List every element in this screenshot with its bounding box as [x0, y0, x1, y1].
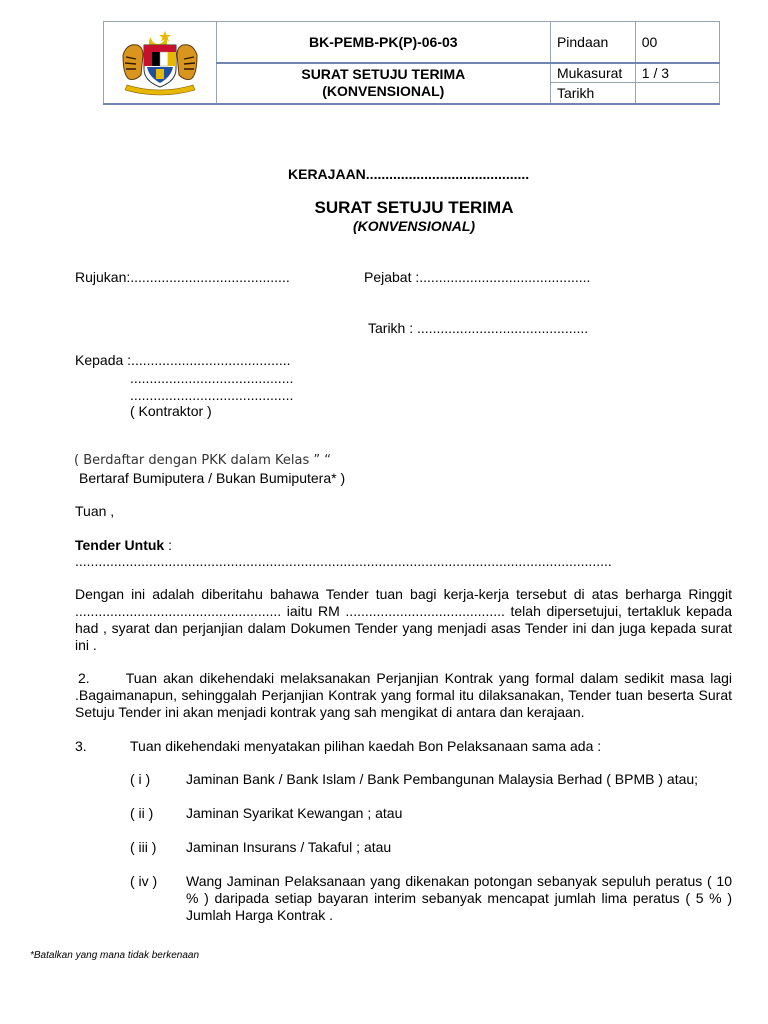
tender-dots: .......................................................................................................................................... — [75, 553, 612, 569]
malaysia-coat-of-arms-icon — [117, 27, 203, 97]
kontraktor-label: ( Kontraktor ) — [130, 403, 212, 419]
doc-title — [216, 63, 550, 104]
item-text: Jaminan Insurans / Takaful ; atau — [186, 839, 392, 855]
item-number: ( i ) — [130, 771, 151, 787]
tarikh-value — [635, 83, 719, 104]
paragraph-3-number: 3. — [75, 738, 87, 754]
pindaan-value: 00 — [635, 22, 719, 63]
document-header-table — [103, 21, 720, 105]
kepada-field: Kepada :......................................... — [75, 352, 291, 368]
kepada-line-2: .......................................... — [130, 370, 294, 386]
item-number: ( iii ) — [130, 839, 157, 855]
letter-title: SURAT SETUJU TERIMA — [314, 198, 514, 217]
tender-heading — [75, 537, 172, 553]
doc-title-line1: SURAT SETUJU TERIMA — [301, 66, 466, 82]
item-number: ( ii ) — [130, 805, 154, 821]
berdaftar-line: ( Berdaftar dengan PKK dalam Kelas ” “ — [74, 453, 331, 468]
paragraph-2-rest: lagi .Bagaimanapun, sehinggalah Perjanjian Kontrak yang formal itu dilaksanakan, Tender tuan beserta Surat Setuju Tender ini akan menjadi kontrak yang sah mengikat di antara dan kerajaan. — [75, 670, 732, 720]
mukasurat-value: 1 / 3 — [635, 63, 719, 83]
paragraph-3-text: Tuan dikehendaki menyatakan pilihan kaedah Bon Pelaksanaan sama ada : — [130, 738, 602, 754]
paragraph-2-number: 2. — [78, 670, 90, 686]
paragraph-1: Dengan ini adalah diberitahu bahawa Tender tuan bagi kerja-kerja tersebut di atas berharga Ringgit ..................................................... iaitu RM ......................................... telah dipersetujui, tertakluk kepada had , syarat dan perjanjian dalam Dokumen Tender yang menjadi asas Tender ini dan juga kepada surat ini . — [75, 586, 732, 653]
footnote: *Batalkan yang mana tidak berkenaan — [30, 950, 200, 961]
tarikh-label: Tarikh — [550, 83, 635, 104]
mukasurat-label: Mukasurat — [550, 63, 635, 83]
bertaraf-line: Bertaraf Bumiputera / Bukan Bumiputera* ) — [79, 470, 346, 486]
logo-cell — [104, 22, 217, 104]
kerajaan-line: KERAJAAN.......................................... — [288, 166, 530, 182]
doc-title-line2: (KONVENSIONAL) — [322, 83, 445, 99]
tender-label: Tender Untuk — [75, 537, 165, 553]
rujukan-field: Rujukan:......................................... — [75, 269, 290, 285]
paragraph-2-first: Tuan akan dikehendaki melaksanakan Perjanjian Kontrak yang formal dalam sedikit masa — [125, 670, 705, 686]
kepada-line-3: .......................................... — [130, 387, 294, 403]
paragraph-2 — [75, 670, 732, 721]
tarikh-field: Tarikh : ............................................ — [368, 320, 589, 336]
tender-colon: : — [164, 537, 172, 553]
doc-code: BK-PEMB-PK(P)-06-03 — [216, 22, 550, 63]
pejabat-field: Pejabat :............................................ — [364, 269, 591, 285]
letter-subtitle: (KONVENSIONAL) — [352, 218, 476, 234]
item-number: ( iv ) — [130, 873, 158, 889]
salutation: Tuan , — [75, 503, 115, 519]
item-text: Wang Jaminan Pelaksanaan yang dikenakan potongan sebanyak sepuluh peratus ( 10 % ) daripada setiap bayaran interim sebanyak mencapat jumlah lima peratus ( 5 % ) Jumlah Harga Kontrak . — [186, 873, 732, 923]
item-text: Jaminan Syarikat Kewangan ; atau — [186, 805, 403, 821]
pindaan-label: Pindaan — [550, 22, 635, 63]
item-text: Jaminan Bank / Bank Islam / Bank Pembangunan Malaysia Berhad ( BPMB ) atau; — [186, 771, 699, 787]
